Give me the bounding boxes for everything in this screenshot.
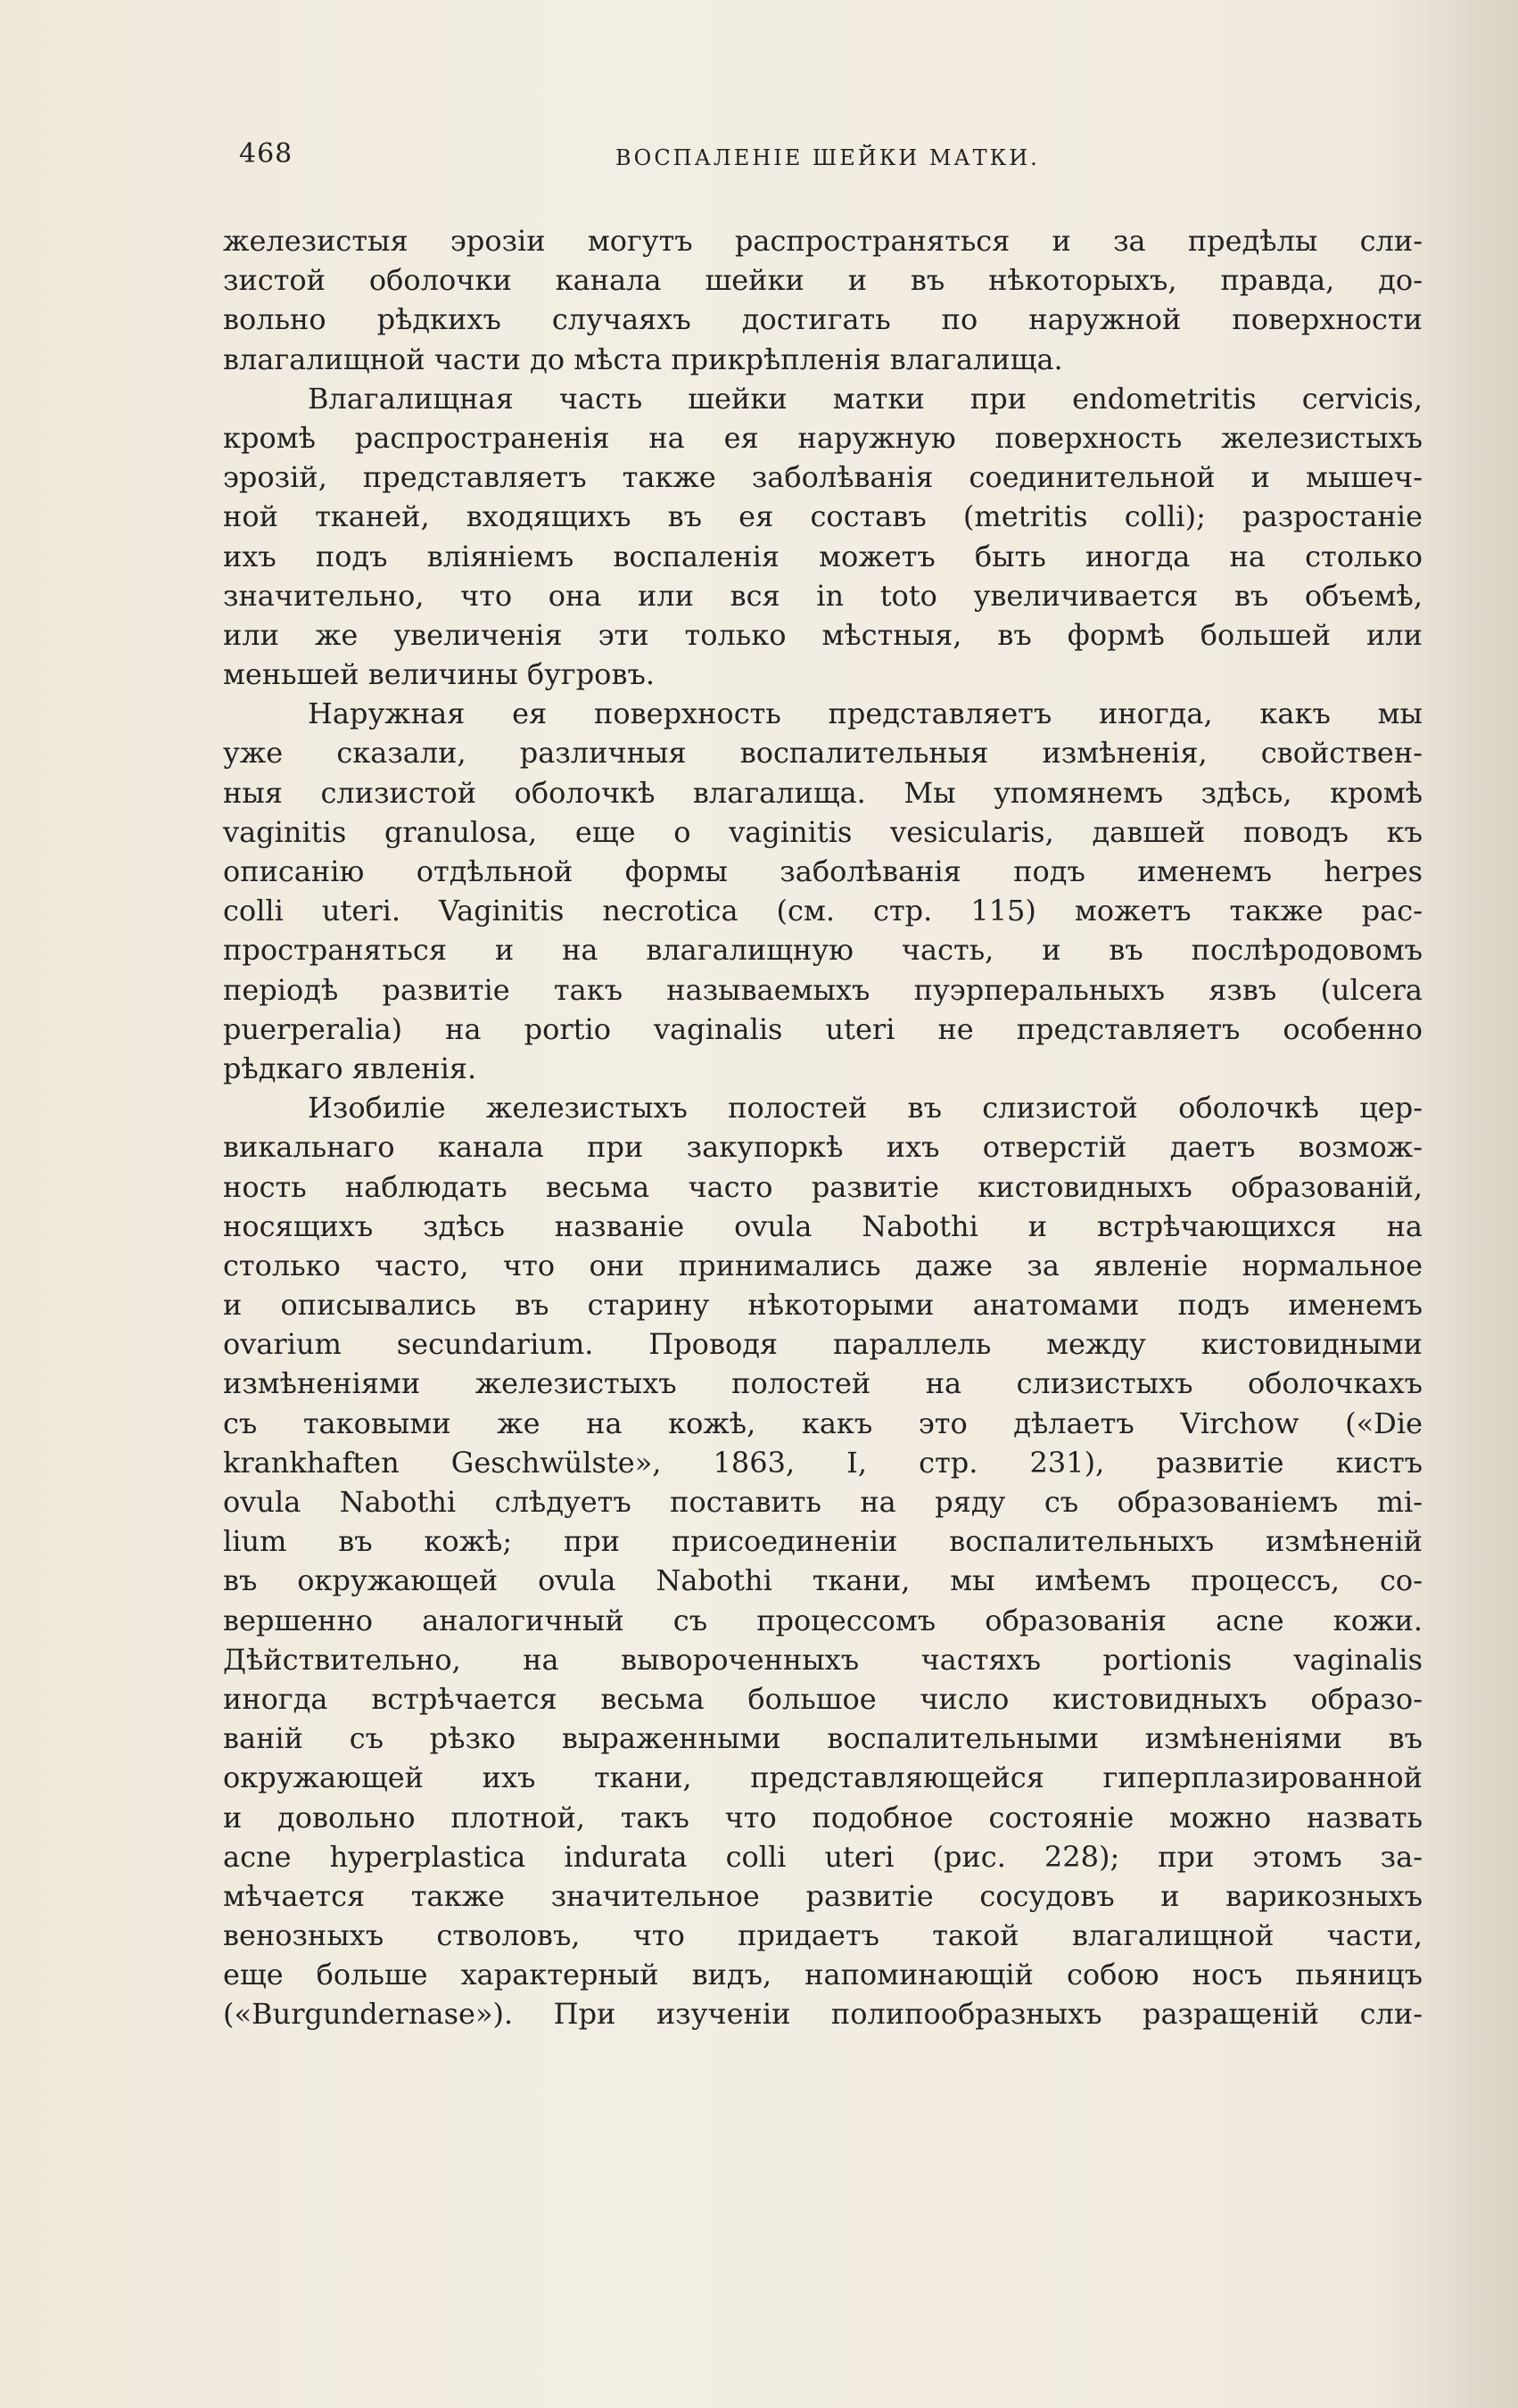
text-line: періодѣ развитіе такъ называемыхъ пуэрперальныхъ язвъ (ulcera (223, 972, 1423, 1007)
text-line: Наружная ея поверхность представляетъ иногда, какъ мы (308, 697, 1423, 731)
text-line: железистыя эрозіи могутъ распространяться и за предѣлы сли- (223, 224, 1423, 258)
text-line: значительно, что она или вся in toto увеличивается въ объемѣ, (223, 578, 1423, 613)
text-line: lium въ кожѣ; при присоединеніи воспалительныхъ измѣненій (223, 1524, 1423, 1559)
text-line: пространяться и на влагалищную часть, и въ послѣродовомъ (223, 933, 1423, 968)
text-line: носящихъ здѣсь названіе ovula Nabothi и встрѣчающихся на (223, 1208, 1423, 1243)
text-line: меньшей величины бугровъ. (223, 657, 655, 692)
text-line: измѣненіями железистыхъ полостей на слизистыхъ оболочкахъ (223, 1366, 1423, 1401)
text-line: зистой оболочки канала шейки и въ нѣкоторыхъ, правда, до- (223, 263, 1423, 298)
text-line: вершенно аналогичный съ процессомъ образованія acne кожи. (223, 1603, 1423, 1637)
text-line: acne hyperplastica indurata colli uteri (рис. 228); при этомъ за- (223, 1839, 1423, 1874)
page-header (223, 138, 1429, 183)
text-line: окружающей ихъ ткани, представляющейся гиперплазированной (223, 1761, 1423, 1795)
text-line: puerperalia) на portio vaginalis uteri не представляетъ особенно (223, 1011, 1423, 1046)
text-line: столько часто, что они принимались даже за явленіе нормальное (223, 1248, 1423, 1282)
text-line: эрозій, представляетъ также заболѣванія соединительной и мышеч- (223, 460, 1423, 495)
text-line: Дѣйствительно, на вывороченныхъ частяхъ portionis vaginalis (223, 1642, 1423, 1677)
page-number: 468 (239, 138, 293, 169)
text-line: описанію отдѣльной формы заболѣванія подъ именемъ herpes (223, 854, 1423, 888)
text-line: венозныхъ стволовъ, что придаетъ такой влагалищной части, (223, 1918, 1423, 1953)
text-line: уже сказали, различныя воспалительныя измѣненія, свойствен- (223, 736, 1423, 771)
text-line: или же увеличенія эти только мѣстныя, въ формѣ большей или (223, 617, 1423, 652)
text-line: и описывались въ старину нѣкоторыми анатомами подъ именемъ (223, 1288, 1423, 1323)
text-line: Изобиліе железистыхъ полостей въ слизистой оболочкѣ цер- (308, 1091, 1423, 1126)
text-line: мѣчается также значительное развитіе сосудовъ и варикозныхъ (223, 1878, 1423, 1913)
text-line: ной тканей, входящихъ въ ея составъ (metritis colli); разростаніе (223, 499, 1423, 534)
text-line: и довольно плотной, такъ что подобное состояніе можно назвать (223, 1800, 1423, 1835)
text-line: вольно рѣдкихъ случаяхъ достигать по наружной поверхности (223, 302, 1423, 337)
text-line: въ окружающей ovula Nabothi ткани, мы имѣемъ процессъ, со- (223, 1563, 1423, 1598)
text-line: рѣдкаго явленія. (223, 1051, 477, 1085)
text-line: vaginitis granulosa, еще о vaginitis vesicularis, давшей поводъ къ (223, 814, 1423, 849)
text-line: кромѣ распространенія на ея наружную поверхность железистыхъ (223, 420, 1423, 455)
text-line: викальнаго канала при закупоркѣ ихъ отверстій даетъ возмож- (223, 1130, 1423, 1165)
text-line: ovarium secundarium. Проводя параллель между кистовидными (223, 1327, 1423, 1362)
text-line: съ таковыми же на кожѣ, какъ это дѣлаетъ Virchow («Die (223, 1406, 1423, 1440)
text-line: ихъ подъ вліяніемъ воспаленія можетъ быть иногда на столько (223, 539, 1423, 573)
text-line: («Burgundernase»). При изученіи полипообразныхъ разращеній сли- (223, 1997, 1423, 2032)
text-line: Влагалищная часть шейки матки при endometritis cervicis, (308, 381, 1423, 416)
text-line: иногда встрѣчается весьма большое число кистовидныхъ образо- (223, 1681, 1423, 1716)
text-line: colli uteri. Vaginitis necrotica (см. стр. 115) можетъ также рас- (223, 894, 1423, 928)
text-line: ныя слизистой оболочкѣ влагалища. Мы упомянемъ здѣсь, кромѣ (223, 775, 1423, 810)
body-text (223, 221, 1423, 2034)
running-title: ВОСПАЛЕНІЕ ШЕЙКИ МАТКИ. (615, 145, 1040, 170)
text-line: ваній съ рѣзко выраженными воспалительными измѣненіями въ (223, 1721, 1423, 1756)
text-line: влагалищной части до мѣста прикрѣпленія влагалища. (223, 342, 1063, 376)
text-line: ovula Nabothi слѣдуетъ поставить на ряду съ образованіемъ mi- (223, 1485, 1423, 1519)
text-line: еще больше характерный видъ, напоминающій собою носъ пьяницъ (223, 1958, 1423, 1992)
text-line: krankhaften Geschwülste», 1863, I, стр. 231), развитіе кистъ (223, 1445, 1423, 1480)
text-line: ность наблюдать весьма часто развитіе кистовидныхъ образованій, (223, 1169, 1423, 1204)
